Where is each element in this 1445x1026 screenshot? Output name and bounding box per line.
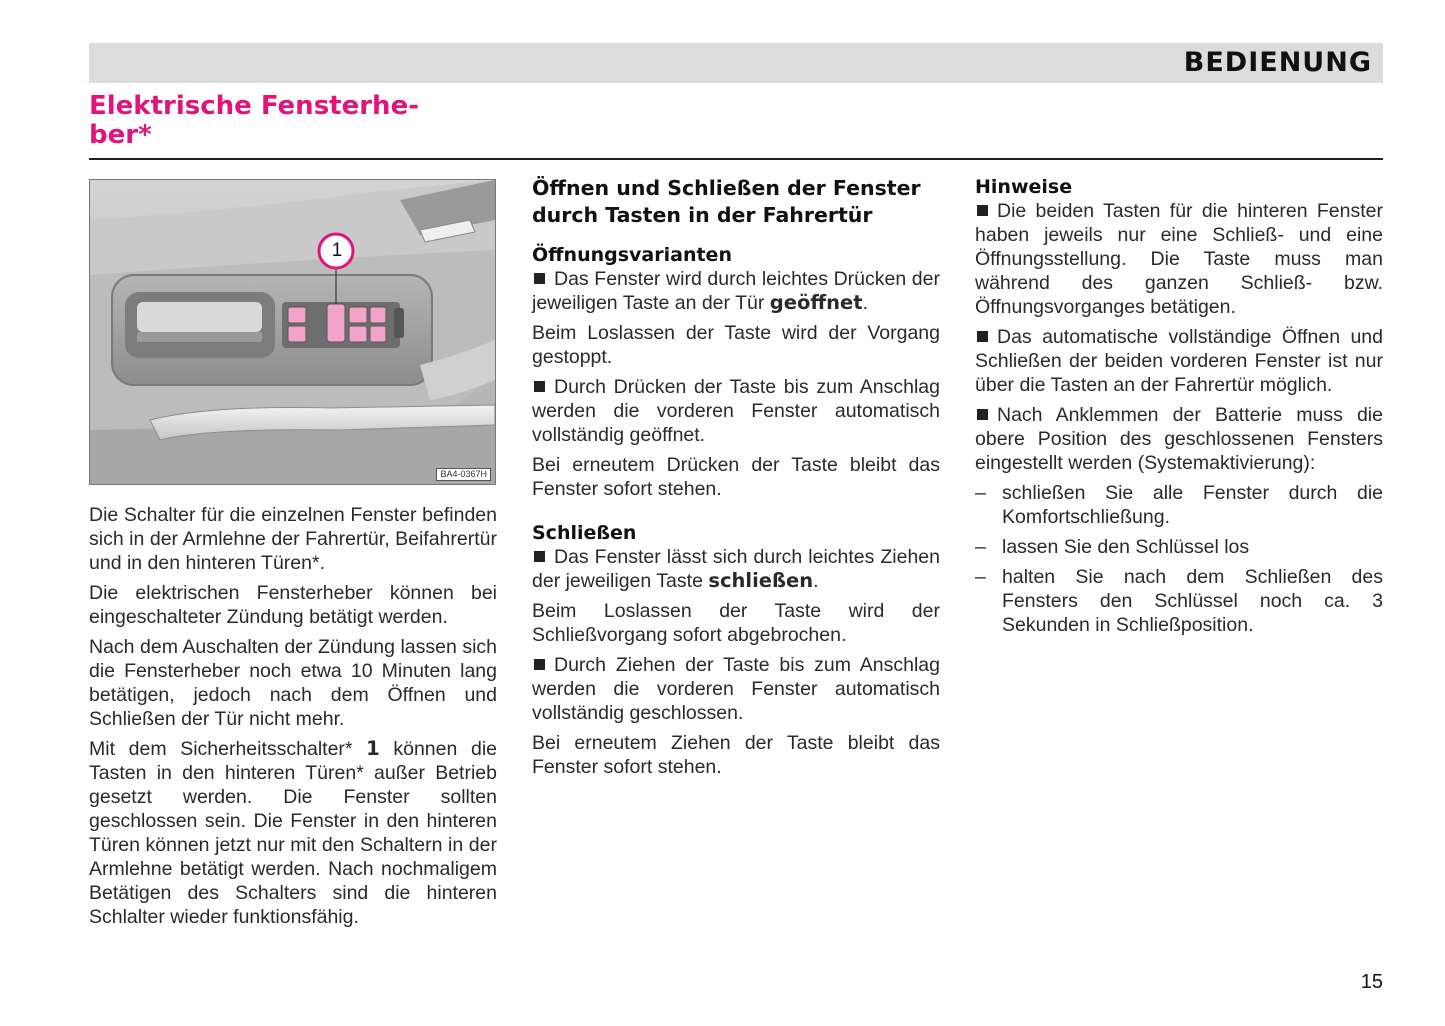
- dash-marker: –: [975, 536, 986, 558]
- door-switch-figure: [89, 179, 496, 485]
- closing-note-2: Bei erneutem Ziehen der Taste bleibt das Fenster sofort stehen.: [532, 732, 940, 778]
- left-paragraph-2: Die elektrischen Fensterheber können bei eingeschalteter Zündung betätigt werden.: [89, 582, 497, 628]
- closing-item-1: [532, 545, 940, 593]
- section-label: BEDIENUNG: [1183, 47, 1372, 78]
- figure-callout-label: 1: [331, 240, 343, 261]
- left-paragraph-1: Die Schalter für die einzelnen Fenster befinden sich in der Armlehne der Fahrertür, Beifahrertür und in den hinteren Türen*.: [89, 504, 497, 574]
- opening-item-2: [532, 375, 940, 447]
- subheading-closing: Schließen: [532, 522, 637, 544]
- bullet-square-icon: [977, 331, 988, 342]
- note-item-3: [975, 403, 1383, 475]
- page-title-line2: ber*: [89, 120, 152, 150]
- left-paragraph-3: Nach dem Auschalten der Zündung lassen sich die Fensterheber noch etwa 10 Minuten lang betätigen, jedoch nach dem Öffnen und Schließen der Tür nicht mehr.: [89, 636, 497, 730]
- opening-note-2: Bei erneutem Drücken der Taste bleibt das Fenster sofort stehen.: [532, 454, 940, 500]
- section-heading: Öffnen und Schließen der Fenster durch Tasten in der Fahrertür: [532, 176, 921, 227]
- middle-column: [532, 175, 940, 785]
- dash-item-1-text: schließen Sie alle Fenster durch die Komfortschließung.: [1002, 482, 1383, 528]
- left-paragraph-4: [89, 737, 497, 929]
- opening-item-1-text: Das Fenster wird durch leichtes Drücken der jeweiligen Taste an der Tür: [532, 268, 940, 314]
- note-item-1-text: Die beiden Tasten für die hinteren Fenster haben jeweils nur eine Schließ- und eine Öffnungsstellung. Die Taste muss man während des ganzen Schließ- bzw. Öffnungsvorganges betätigen.: [975, 200, 1383, 318]
- note-item-2-text: Das automatische vollständige Öffnen und Schließen der beiden vorderen Fenster ist nur über die Tasten an der Fahrertür möglich.: [975, 326, 1383, 396]
- opening-item-2-text: Durch Drücken der Taste bis zum Anschlag werden die vorderen Fenster automatisch vollständig geöffnet.: [532, 376, 940, 446]
- closing-note-1: Beim Loslassen der Taste wird der Schließvorgang sofort abgebrochen.: [532, 600, 940, 646]
- door-panel-illustration: [90, 180, 495, 484]
- page-number: 15: [1360, 971, 1383, 993]
- bullet-square-icon: [977, 409, 988, 420]
- closing-item-1-bold: schließen: [708, 569, 814, 592]
- dash-marker: –: [975, 566, 986, 588]
- bullet-square-icon: [534, 551, 545, 562]
- closing-item-2-text: Durch Ziehen der Taste bis zum Anschlag werden die vorderen Fenster automatisch vollständig geschlossen.: [532, 654, 940, 724]
- page-title: [89, 92, 509, 150]
- bullet-square-icon: [534, 381, 545, 392]
- note-item-2: [975, 325, 1383, 397]
- dash-item-1: [975, 481, 1383, 529]
- dash-item-2: [975, 535, 1383, 559]
- left-paragraph-4-start: Mit dem Sicherheitsschalter*: [89, 738, 367, 760]
- dash-item-3: [975, 565, 1383, 637]
- bullet-square-icon: [977, 205, 988, 216]
- note-item-1: [975, 199, 1383, 319]
- subheading-opening: Öffnungsvarianten: [532, 244, 732, 266]
- note-item-3-text: Nach Anklemmen der Batterie muss die obere Position des geschlossenen Fensters eingestellt werden (Systemaktivierung):: [975, 404, 1383, 474]
- notes-heading: Hinweise: [975, 176, 1073, 198]
- bullet-square-icon: [534, 273, 545, 284]
- dash-item-2-text: lassen Sie den Schlüssel los: [1002, 536, 1250, 558]
- closing-item-2: [532, 653, 940, 725]
- right-column: [975, 175, 1383, 643]
- left-paragraph-4-end: können die Tasten in den hinteren Türen* außer Betrieb gesetzt werden. Die Fenster sollten geschlossen sein. Die Fenster in den hinteren Türen können jetzt nur mit den Schaltern in der Armlehne betätigt werden. Nach nochmaligem Betätigen des Schalters sind die hinteren Schlalter wieder funktionsfähig.: [89, 738, 497, 928]
- safety-switch-ref: 1: [366, 737, 380, 760]
- dash-marker: –: [975, 482, 986, 504]
- closing-item-1-end: .: [813, 570, 819, 592]
- left-column: [89, 503, 497, 935]
- opening-item-1-bold: geöffnet: [769, 291, 863, 314]
- header-bar: [89, 43, 1383, 83]
- figure-code: BA4-0367H: [436, 468, 491, 481]
- dash-item-3-text: halten Sie nach dem Schließen des Fensters den Schlüssel noch ca. 3 Sekunden in Schließposition.: [1002, 566, 1383, 636]
- opening-note-1: Beim Loslassen der Taste wird der Vorgang gestoppt.: [532, 322, 940, 368]
- closing-item-1-text: Das Fenster lässt sich durch leichtes Ziehen der jeweiligen Taste: [532, 546, 940, 592]
- bullet-square-icon: [534, 659, 545, 670]
- opening-item-1: [532, 267, 940, 315]
- opening-item-1-end: .: [862, 292, 868, 314]
- title-rule: [89, 158, 1383, 160]
- page-title-line1: Elektrische Fensterhe-: [89, 91, 419, 121]
